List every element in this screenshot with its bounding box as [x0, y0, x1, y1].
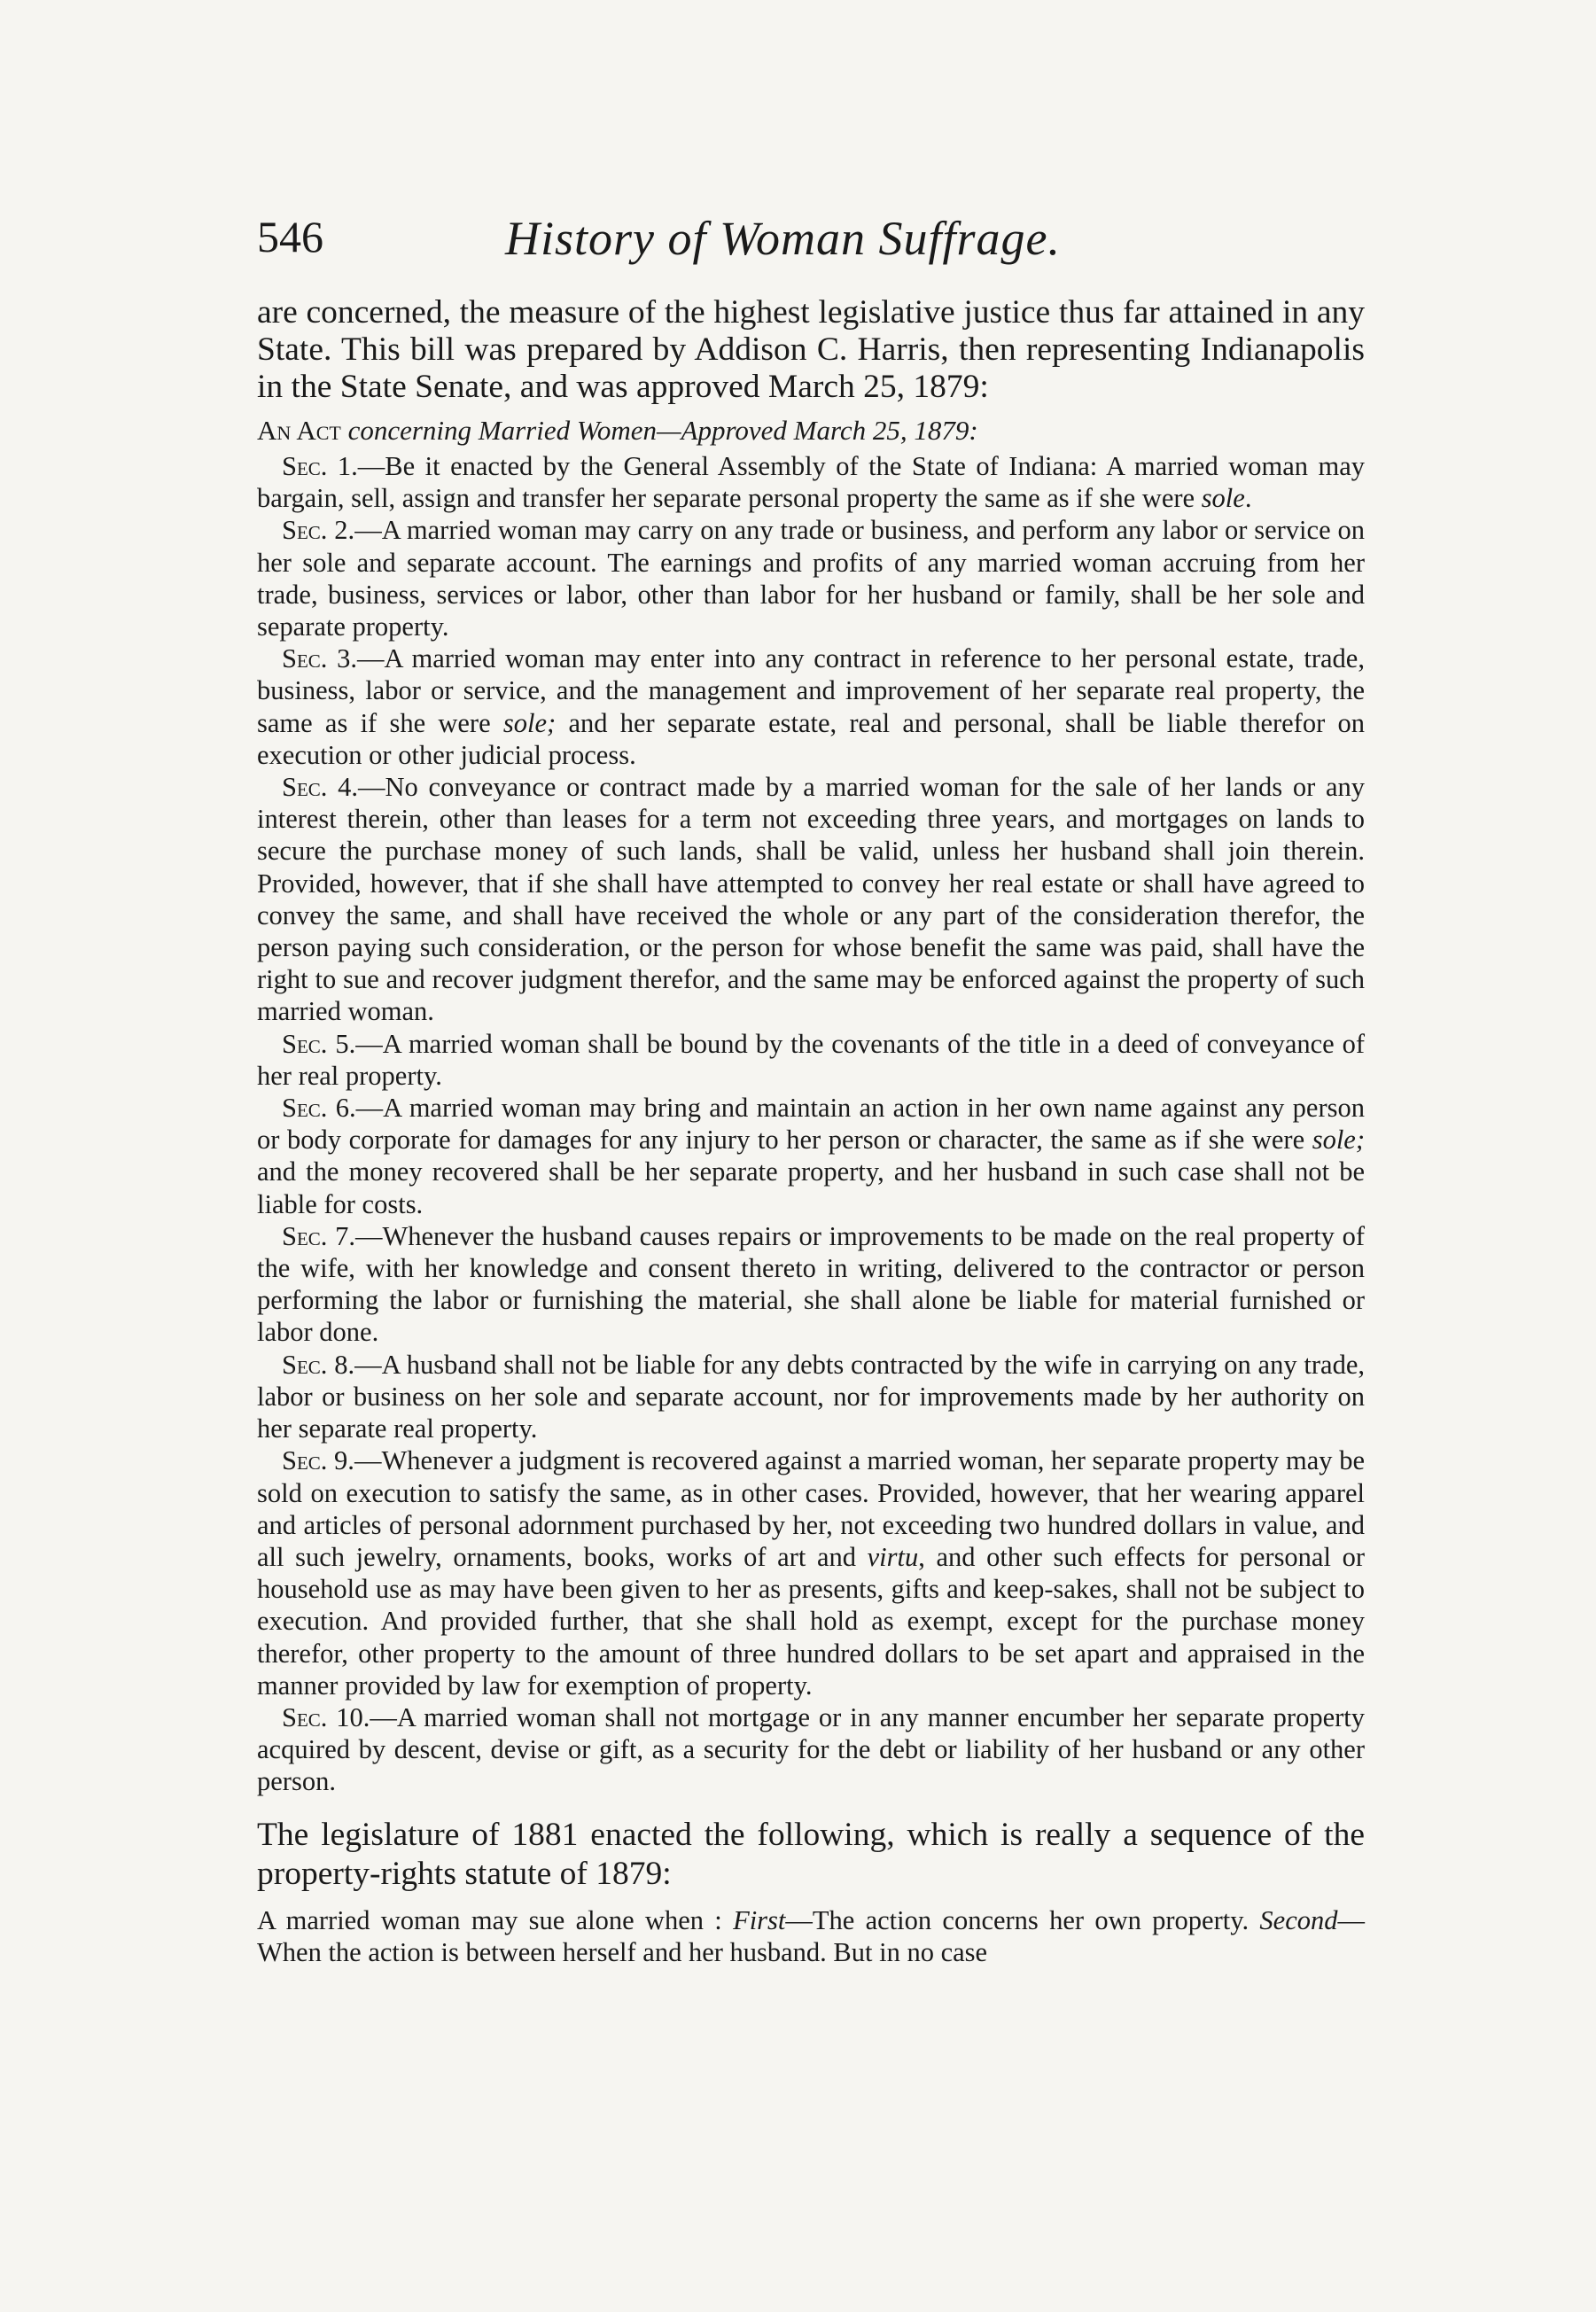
intro-paragraph: are concerned, the measure of the highest legislative justice thus far attained in any State. This bill was prepared by Addison C. Harris, then representing Indianapolis in the State Senate, and was approved March 25, 1879: [257, 294, 1365, 405]
page-body [257, 294, 1365, 1968]
section-text-after: and the money recovered shall be her separate property, and her husband in such case shall not be liable for costs. [257, 1156, 1365, 1219]
section-paragraph [257, 1701, 1365, 1798]
section-text: —Be it enacted by the General Assembly of the State of Indiana: A married woman may bargain, sell, assign and transfer her separate personal property the same as if she were [257, 451, 1365, 514]
section-paragraph [257, 1444, 1365, 1701]
act-title [257, 413, 1365, 448]
section-italic: virtu [867, 1541, 919, 1572]
section-italic: sole; [1312, 1125, 1365, 1156]
section-label: Sec. 2. [282, 515, 355, 546]
section-paragraph [257, 1028, 1365, 1092]
section-text: —Whenever the husband causes repairs or improvements to be made on the real property of the wife, with her knowledge and consent thereto in writing, delivered to the contractor or person performing the labor or furnishing the material, she shall alone be liable for material furnished or labor done. [257, 1220, 1365, 1348]
section-text: —A married woman may enter into any contract in reference to her personal estate, trade, business, labor or service, and the management and improvement of her separate real property, the same as if she were [257, 643, 1365, 738]
section-text: —A married woman may carry on any trade or business, and perform any labor or service on her sole and separate account. The earnings and profits of any married woman accruing from her trade, business, services or labor, other than labor for her husband or family, shall be her sole and separate property. [257, 515, 1365, 642]
section-text: —A married woman may bring and maintain an action in her own name against any person or body corporate for damages for any injury to her person or character, the same as if she were [257, 1093, 1365, 1156]
running-title: History of Woman Suffrage. [505, 212, 1062, 265]
section-text-after: and her separate estate, real and personal, shall be liable therefor on execution or other judicial process. [257, 707, 1365, 770]
final-paragraph [257, 1904, 1365, 1968]
section-label: Sec. 8. [282, 1349, 355, 1380]
sections-list [257, 450, 1365, 1798]
section-label: Sec. 6. [282, 1093, 356, 1124]
section-paragraph [257, 514, 1365, 642]
section-text: —A married woman shall be bound by the covenants of the title in a deed of conveyance of her real property. [257, 1028, 1365, 1091]
section-italic: sole; [502, 707, 557, 738]
section-text: —A husband shall not be liable for any debts contracted by the wife in carrying on any trade, labor or business on her sole and separate account, nor for improvements made by her authority on her separate real property. [257, 1349, 1365, 1444]
section-italic: sole [1201, 483, 1245, 514]
final-text-c: —The action concerns her own property. [785, 1904, 1260, 1935]
page-header [257, 211, 1365, 273]
act-title-rest: concerning Married Women—Approved March 25, 1879: [347, 415, 978, 446]
section-label: Sec. 7. [282, 1220, 355, 1251]
final-text-a: A married woman may sue alone when : [257, 1904, 734, 1935]
section-paragraph [257, 1349, 1365, 1445]
section-label: Sec. 1. [282, 451, 358, 481]
section-text: —No conveyance or contract made by a married woman for the sale of her lands or any interest therein, other than leases for a term not exceeding three years, and mortgages on lands to secure the purchase money of such lands, shall be valid, unless her husband shall join therein. Provided, however, that if she shall have attempted to convey her real estate or shall have agreed to convey the same, and shall have received the whole or any part of the consideration therefor, the person paying such consideration, or the person for whose benefit the same was paid, shall have the right to sue and recover judgment therefor, and the same may be enforced against the property of such married woman. [257, 772, 1365, 1027]
section-paragraph [257, 450, 1365, 514]
section-text-after: . [1244, 483, 1252, 514]
section-label: Sec. 4. [282, 772, 359, 803]
section-text-after: , and other such effects for personal or household use as may have been given to her as presents, gifts and keep-sakes, shall not be subject to execution. And provided further, that she shall hold as exempt, except for the purchase money therefor, other property to the amount of three hundred dollars to be set apart and appraised in the manner provided by law for exemption of property. [257, 1541, 1365, 1701]
section-paragraph [257, 642, 1365, 771]
section-label: Sec. 9. [282, 1445, 354, 1476]
section-paragraph [257, 1220, 1365, 1349]
section-paragraph [257, 771, 1365, 1028]
section-text: —Whenever a judgment is recovered against a married woman, her separate property may be sold on execution to satisfy the same, as in other cases. Provided, however, that her wearing apparel and articles of personal adornment purchased by her, not exceeding two hundred dollars in value, and all such jewelry, ornaments, books, works of art and [257, 1445, 1365, 1572]
section-label: Sec. 10. [282, 1701, 370, 1732]
outro-paragraph: The legislature of 1881 enacted the following, which is really a sequence of the property-rights statute of 1879: [257, 1816, 1365, 1892]
page-number: 546 [257, 212, 323, 261]
section-label: Sec. 5. [282, 1028, 356, 1059]
section-label: Sec. 3. [282, 643, 357, 674]
final-first: First [733, 1904, 786, 1935]
section-paragraph [257, 1092, 1365, 1220]
section-text: —A married woman shall not mortgage or in any manner encumber her separate property acquired by descent, devise or gift, as a security for the debt or liability of her husband or any other person. [257, 1701, 1365, 1797]
final-second: Second [1259, 1904, 1338, 1935]
act-title-prefix: An Act [257, 415, 341, 446]
final-text-e: —When the action is between herself and her husband. But in no case [257, 1904, 1365, 1967]
